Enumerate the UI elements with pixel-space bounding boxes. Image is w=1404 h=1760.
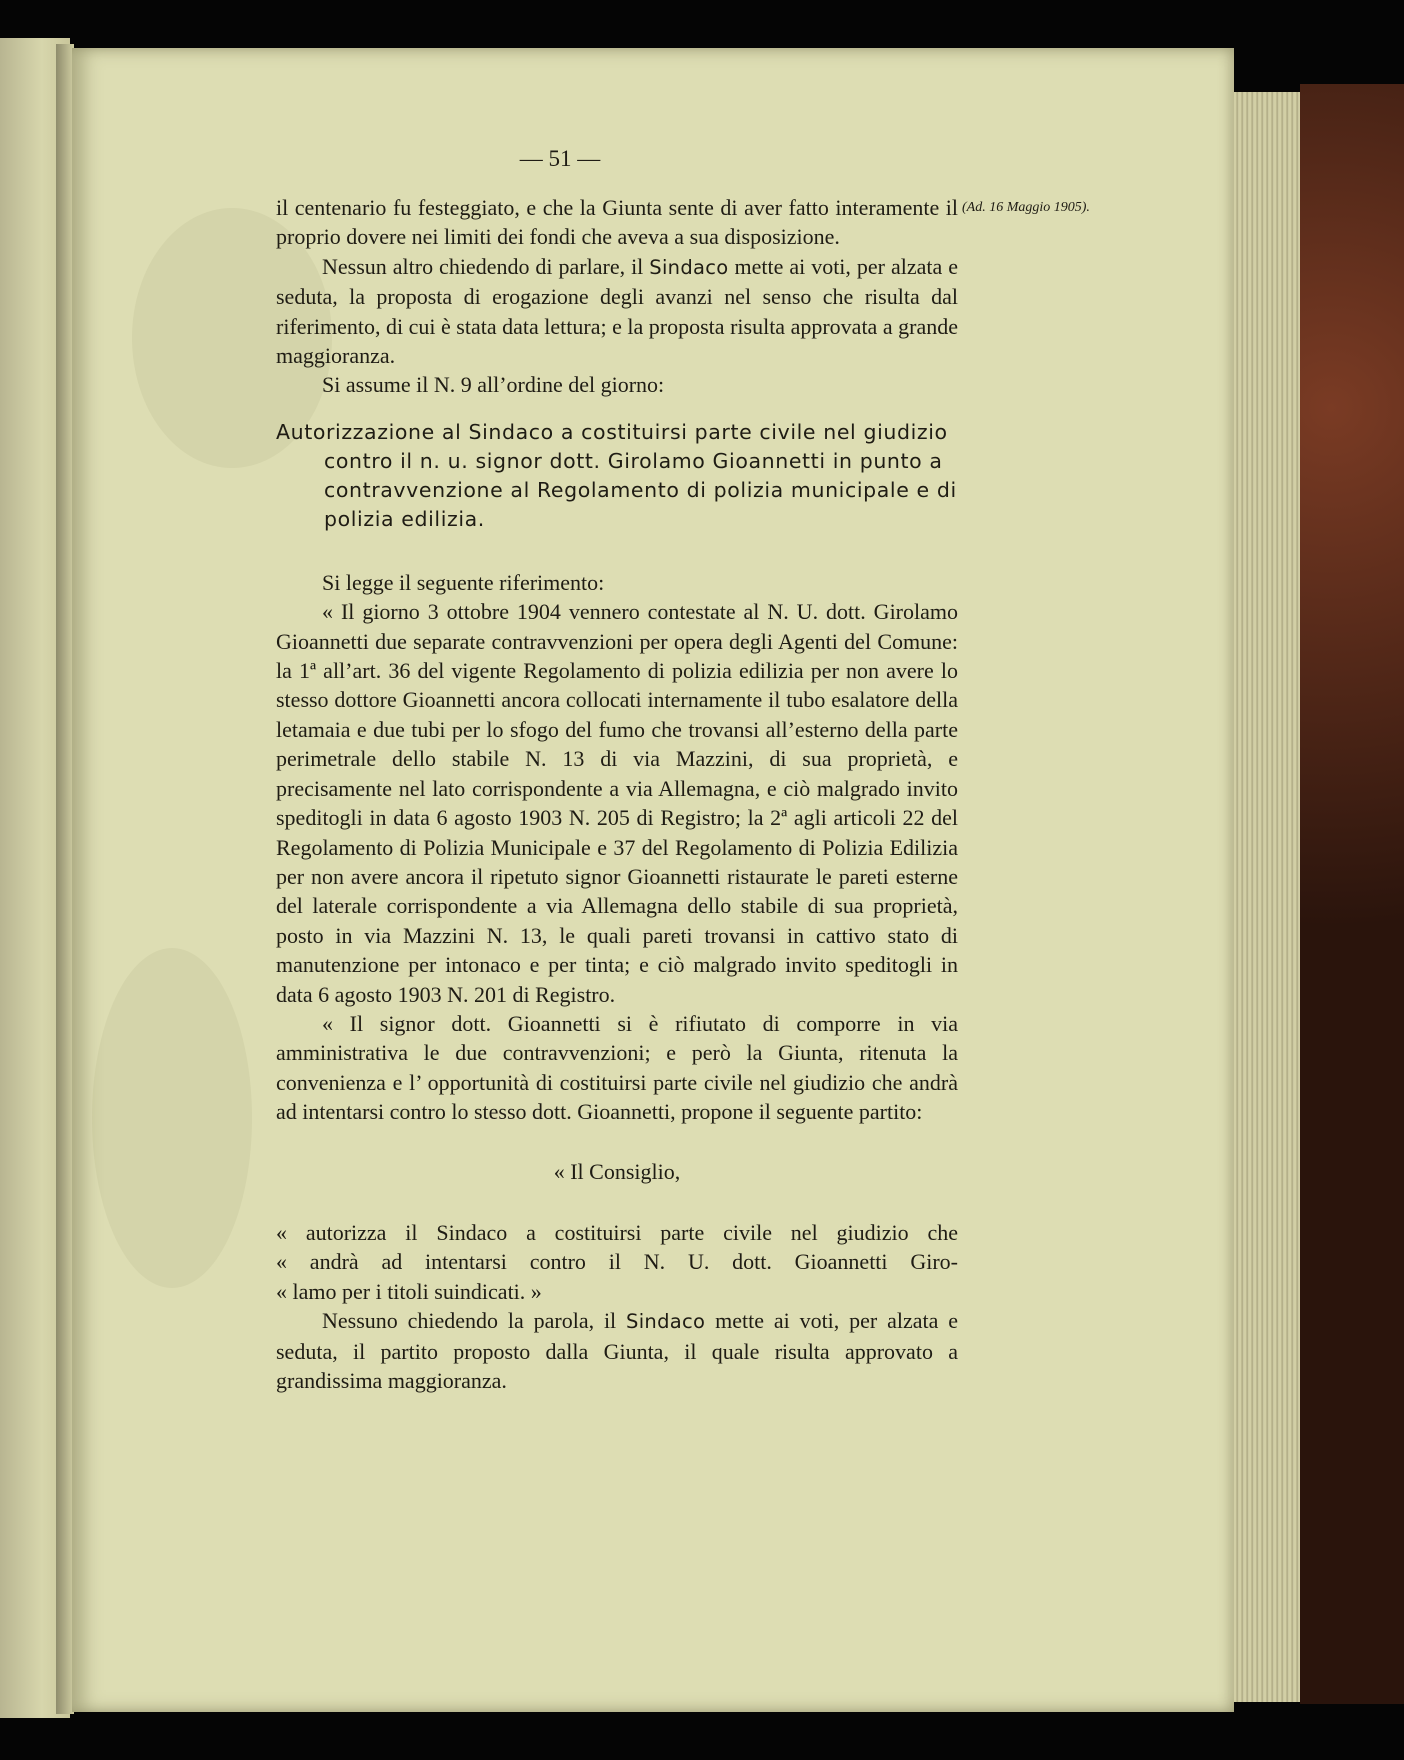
resolution-line: « lamo per i titoli suindicati. » (276, 1278, 542, 1304)
paragraph: Si assume il N. 9 all’ordine del giorno: (322, 372, 665, 398)
sindaco-label: Sindaco (626, 1310, 706, 1334)
resolution-line: « autorizza il Sindaco a costituirsi parte civile nel giudizio che (276, 1219, 958, 1245)
margin-note: (Ad. 16 Maggio 1905). (962, 200, 1090, 215)
paragraph (276, 1306, 958, 1395)
page-stain (92, 948, 252, 1288)
paragraph: « Il signor dott. Gioannetti si è rifiutato di comporre in via amministrativa le due contravvenzioni; e però la Giunta, ritenuta la convenienza e l’ opportunità di costituirsi parte civile nel giudizio che andrà ad intentarsi contro lo stesso dott. Gioannetti, propone il seguente partito: (276, 1010, 958, 1125)
text-run: Nessun altro chiedendo di parlare, il (322, 253, 650, 279)
text-run: mette ai voti, per alzata e seduta, la proposta di erogazione degli avanzi nel senso che risulta dal riferimento, di cui è stata data lettura; e la proposta risulta approvata a grande maggioranza. (276, 253, 958, 369)
text-run: mette ai voti, per alzata e seduta, il partito proposto dalla Giunta, il quale risulta approvato a grandissima maggioranza. (276, 1308, 958, 1393)
resolution-line: « andrà ad intentarsi contro il N. U. dott. Gioannetti Giro- (276, 1249, 958, 1275)
resolution-heading: « Il Consiglio, (553, 1158, 681, 1184)
paragraph: Si legge il seguente riferimento: (322, 569, 605, 595)
text-run: Nessuno chiedendo la parola, il (322, 1308, 627, 1334)
body-text (276, 193, 958, 1395)
page-block-edges (1234, 92, 1304, 1702)
paragraph: il centenario fu festeggiato, e che la Giunta sente di aver fatto interamente il proprio dovere nei limiti dei fondi che aveva a sua disposizione. (276, 195, 958, 250)
paragraph (276, 252, 958, 371)
paragraph: « Il giorno 3 ottobre 1904 vennero contestate al N. U. dott. Girolamo Gioannetti due separate contravvenzioni per opera degli Agenti del Comune: la 1ª all’art. 36 del vigente Regolamento di polizia edilizia per non avere lo stesso dottore Gioannetti ancora collocati internamente il tubo esalatore della letamaia e due tubi per lo sfogo del fumo che trovansi all’esterno della parte perimetrale dello stabile N. 13 di via Mazzini, di sua proprietà, e precisamente nel lato corrispondente a via Allemagna, e ciò malgrado invito speditogli in data 6 agosto 1903 N. 205 di Registro; la 2ª agli articoli 22 del Regolamento di Polizia Municipale e 37 del Regolamento di Polizia Edilizia per non avere ancora il ripetuto signor Gioannetti ristaurate le pareti esterne del laterale corrispondente a via Allemagna dello stabile di sua proprietà, posto in via Mazzini N. 13, le quali pareti trovansi in cattivo stato di manutenzione per intonaco e per tinta; e ciò malgrado invito speditogli in data 6 agosto 1903 N. 201 di Registro. (276, 599, 958, 1007)
marbled-cover (1300, 84, 1404, 1704)
agenda-heading: Autorizzazione al Sindaco a costituirsi parte civile nel giudizio contro il n. u. signor dott. Girolamo Gioannetti in punto a contravvenzione al Regolamento di polizia municipale e di polizia edilizia. (276, 419, 957, 531)
page-number: — 51 — (519, 146, 601, 171)
sindaco-label: Sindaco (649, 255, 729, 279)
